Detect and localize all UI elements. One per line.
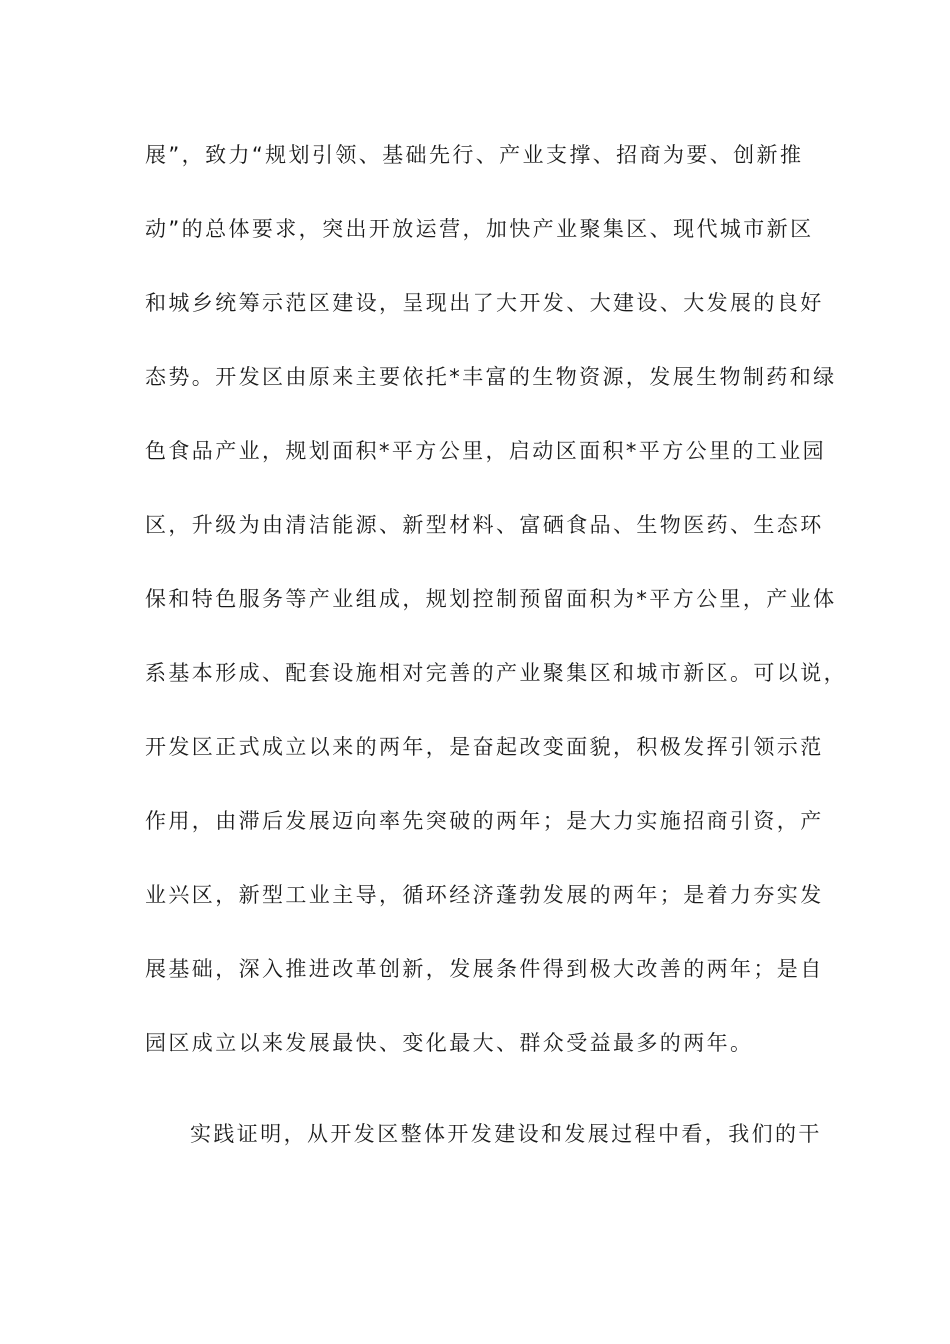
text-line: 展”，致力“规划引领、基础先行、产业支撑、招商为要、创新推 bbox=[145, 143, 804, 167]
text-line: 园区成立以来发展最快、变化最大、群众受益最多的两年。 bbox=[145, 1031, 754, 1055]
text-line: 区，升级为由清洁能源、新型材料、富硒食品、生物医药、生态环 bbox=[145, 513, 824, 537]
text-line: 业兴区，新型工业主导，循环经济蓬勃发展的两年；是着力夯实发 bbox=[145, 883, 824, 907]
text-line: 实践证明，从开发区整体开发建设和发展过程中看，我们的干 bbox=[190, 1122, 822, 1146]
text-line: 动”的总体要求，突出开放运营，加快产业聚集区、现代城市新区 bbox=[145, 217, 814, 241]
text-line: 开发区正式成立以来的两年，是奋起改变面貌，积极发挥引领示范 bbox=[145, 735, 824, 759]
text-line: 和城乡统筹示范区建设，呈现出了大开发、大建设、大发展的良好 bbox=[145, 291, 824, 315]
text-line: 作用，由滞后发展迈向率先突破的两年；是大力实施招商引资，产 bbox=[145, 809, 824, 833]
text-line: 态势。开发区由原来主要依托*丰富的生物资源，发展生物制药和绿 bbox=[145, 365, 837, 389]
text-line: 展基础，深入推进改革创新，发展条件得到极大改善的两年；是自 bbox=[145, 957, 824, 981]
text-line: 色食品产业，规划面积*平方公里，启动区面积*平方公里的工业园 bbox=[145, 439, 826, 463]
text-line: 系基本形成、配套设施相对完善的产业聚集区和城市新区。可以说， bbox=[145, 661, 847, 685]
text-line: 保和特色服务等产业组成，规划控制预留面积为*平方公里，产业体 bbox=[145, 587, 837, 611]
